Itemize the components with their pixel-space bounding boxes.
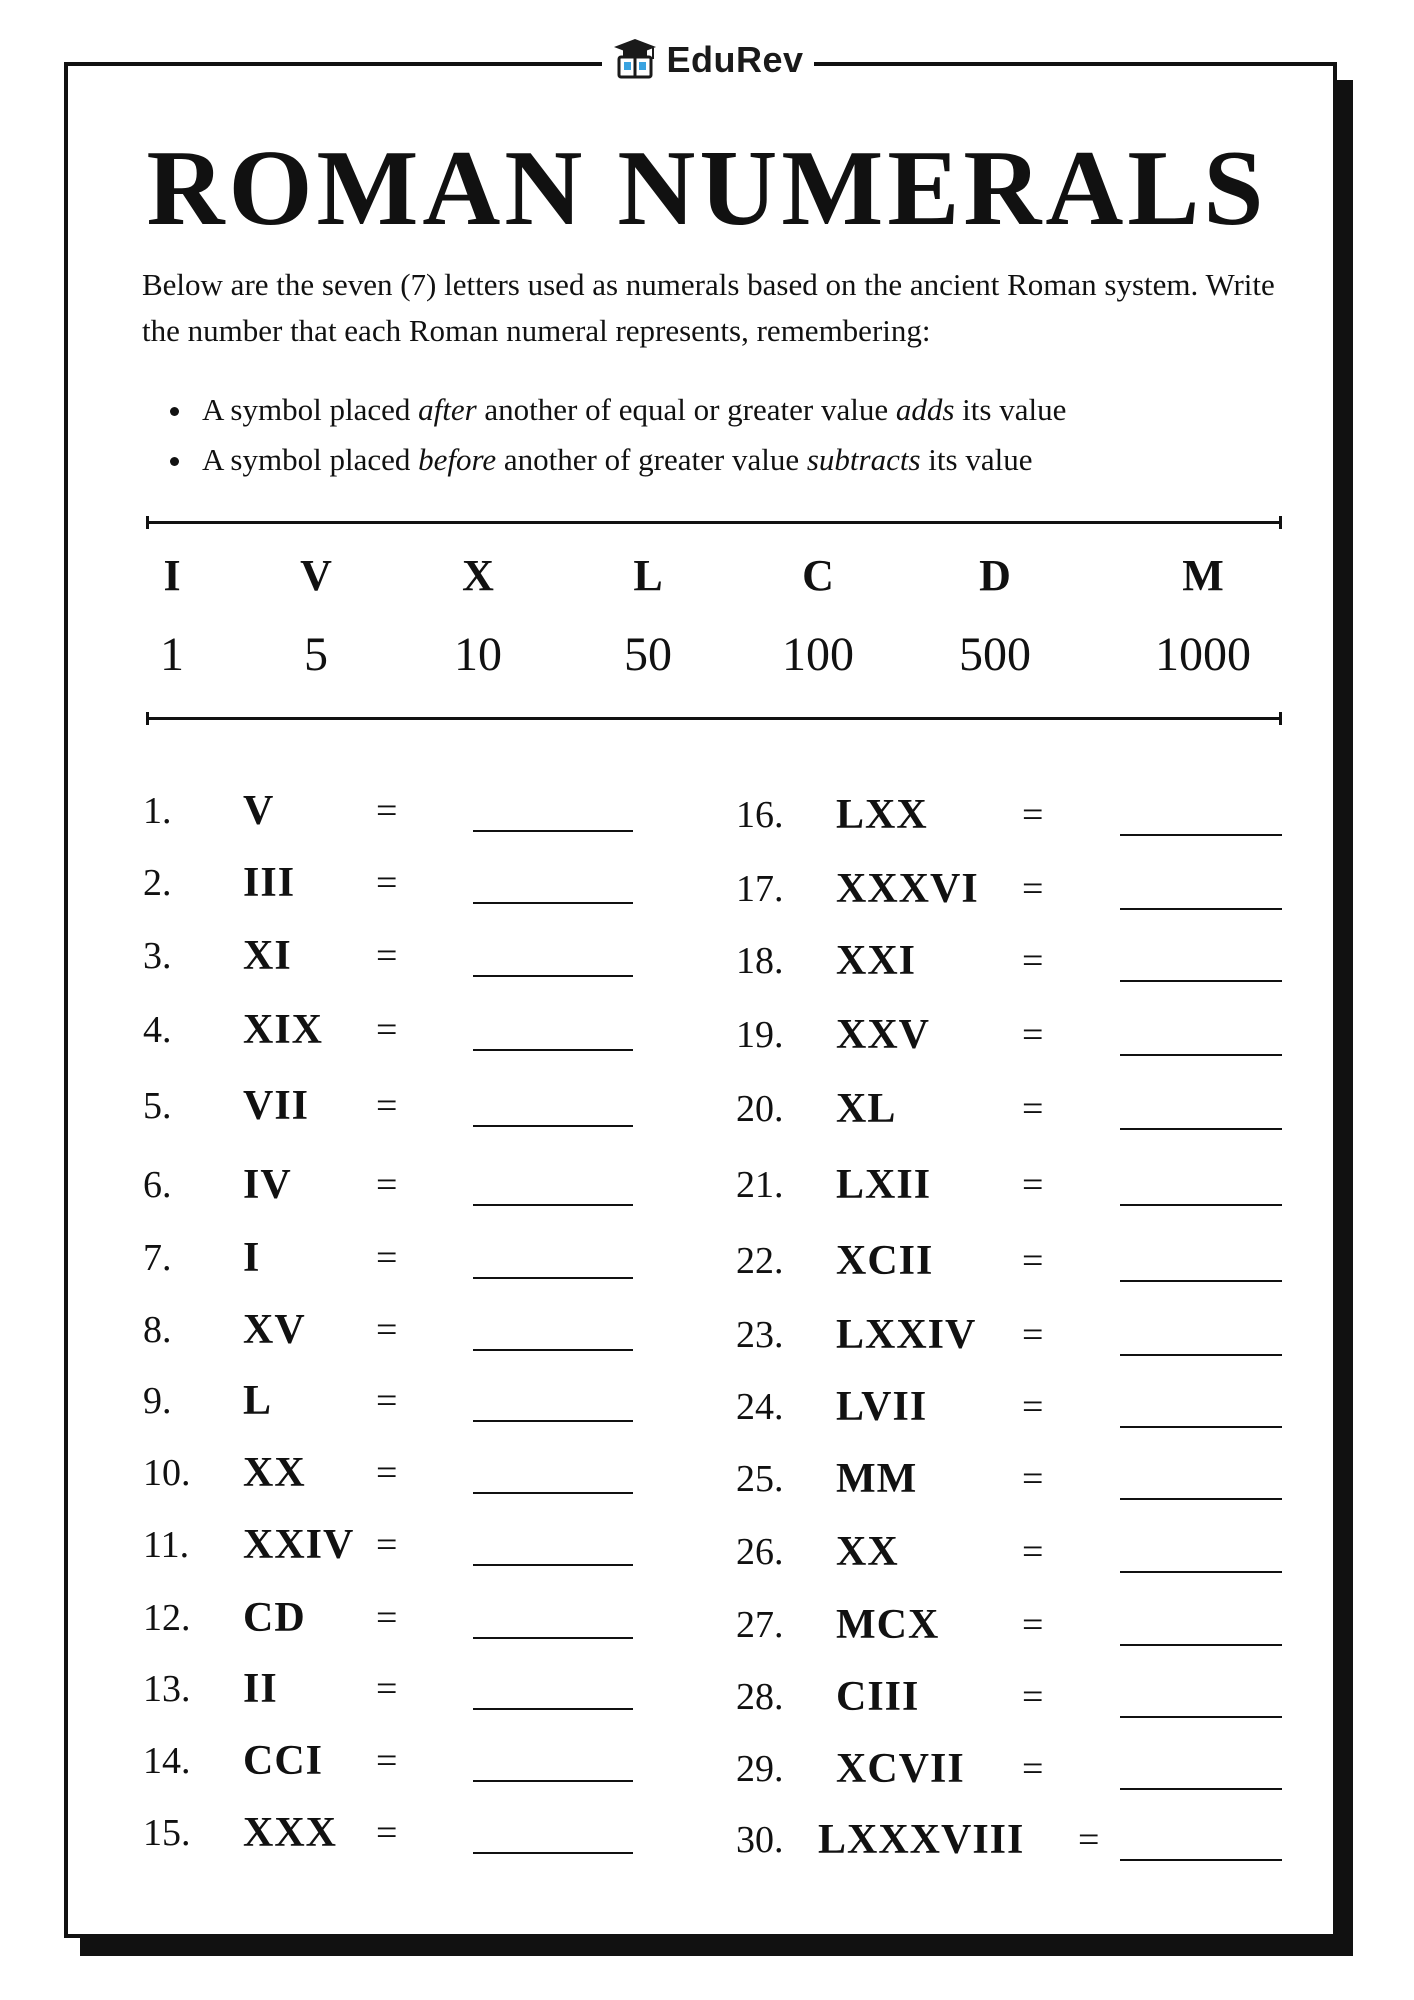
exercise-number: 13.	[143, 1668, 191, 1710]
answer-blank[interactable]	[473, 1637, 633, 1639]
answer-blank[interactable]	[1120, 1788, 1282, 1790]
exercise-number: 23.	[736, 1314, 784, 1356]
reference-symbol: D	[979, 551, 1011, 600]
equals-sign: =	[376, 935, 398, 977]
answer-blank[interactable]	[473, 1852, 633, 1854]
answer-blank[interactable]	[1120, 1498, 1282, 1500]
exercise-row	[143, 786, 743, 836]
exercise-number: 9.	[143, 1380, 172, 1422]
exercise-number: 17.	[736, 868, 784, 910]
exercise-row	[736, 1527, 1336, 1577]
reference-value: 100	[782, 628, 854, 681]
answer-blank[interactable]	[473, 1420, 633, 1422]
exercise-row	[143, 1736, 743, 1786]
exercise-roman-numeral: XXXVI	[836, 866, 979, 912]
exercise-row	[736, 1454, 1336, 1504]
equals-sign: =	[376, 1597, 398, 1639]
equals-sign: =	[1022, 1014, 1044, 1056]
answer-blank[interactable]	[1120, 1128, 1282, 1130]
exercise-number: 19.	[736, 1014, 784, 1056]
exercise-row	[736, 864, 1336, 914]
exercise-row	[736, 1382, 1336, 1432]
exercise-roman-numeral: XXI	[836, 938, 917, 984]
exercise-roman-numeral: LXXXVIII	[818, 1817, 1025, 1863]
answer-blank[interactable]	[1120, 1644, 1282, 1646]
brand-name: EduRev	[666, 39, 804, 80]
exercise-roman-numeral: XL	[836, 1086, 897, 1132]
answer-blank[interactable]	[1120, 1054, 1282, 1056]
equals-sign: =	[1022, 1088, 1044, 1130]
exercise-number: 15.	[143, 1812, 191, 1854]
exercise-number: 1.	[143, 790, 172, 832]
exercise-row	[736, 790, 1336, 840]
exercise-number: 21.	[736, 1164, 784, 1206]
exercise-row	[143, 1593, 743, 1643]
rule-item: A symbol placed after another of equal or greater value adds its value	[170, 385, 1066, 435]
answer-blank[interactable]	[1120, 1204, 1282, 1206]
exercise-row	[736, 1160, 1336, 1210]
reference-symbol: V	[300, 551, 332, 600]
answer-blank[interactable]	[473, 1049, 633, 1051]
exercise-number: 11.	[143, 1524, 190, 1566]
rules-list	[170, 385, 1066, 485]
equals-sign: =	[1078, 1819, 1100, 1861]
reference-value: 5	[304, 628, 328, 681]
reference-value: 1000	[1155, 628, 1251, 681]
exercise-number: 20.	[736, 1088, 784, 1130]
equals-sign: =	[376, 1380, 398, 1422]
exercise-number: 24.	[736, 1386, 784, 1428]
exercise-number: 22.	[736, 1240, 784, 1282]
exercise-row	[143, 1305, 743, 1355]
exercise-roman-numeral: XV	[243, 1307, 306, 1353]
exercise-roman-numeral: LXXIV	[836, 1312, 977, 1358]
instructions-text: Below are the seven (7) letters used as numerals based on the ancient Roman system. Write the number that each Roman numeral represents, remembering:	[142, 267, 1275, 348]
exercise-row	[736, 1310, 1336, 1360]
reference-symbol: X	[462, 551, 494, 600]
exercise-number: 27.	[736, 1604, 784, 1646]
exercise-row	[736, 1236, 1336, 1286]
equals-sign: =	[1022, 1676, 1044, 1718]
exercise-number: 8.	[143, 1309, 172, 1351]
exercise-roman-numeral: II	[243, 1666, 278, 1712]
answer-blank[interactable]	[1120, 1280, 1282, 1282]
exercise-number: 28.	[736, 1676, 784, 1718]
exercise-row	[143, 1448, 743, 1498]
answer-blank[interactable]	[473, 902, 633, 904]
exercise-roman-numeral: XIX	[243, 1007, 324, 1053]
answer-blank[interactable]	[1120, 1859, 1282, 1861]
answer-blank[interactable]	[1120, 1426, 1282, 1428]
rule-item: A symbol placed before another of greater value subtracts its value	[170, 435, 1066, 485]
exercise-row	[143, 1233, 743, 1283]
equals-sign: =	[1022, 1458, 1044, 1500]
answer-blank[interactable]	[1120, 1354, 1282, 1356]
exercise-roman-numeral: I	[243, 1235, 261, 1281]
exercise-roman-numeral: XXIV	[243, 1522, 355, 1568]
exercise-roman-numeral: L	[243, 1378, 273, 1424]
exercise-roman-numeral: MCX	[836, 1602, 940, 1648]
equals-sign: =	[1022, 1314, 1044, 1356]
divider-bottom	[146, 717, 1282, 720]
exercise-row	[736, 1600, 1336, 1650]
equals-sign: =	[1022, 1531, 1044, 1573]
equals-sign: =	[1022, 1164, 1044, 1206]
answer-blank[interactable]	[1120, 980, 1282, 982]
reference-symbol: M	[1182, 551, 1224, 600]
page-title: ROMAN NUMERALS	[146, 129, 1268, 248]
reference-symbol: L	[633, 551, 663, 600]
exercise-row	[736, 936, 1336, 986]
exercise-row	[143, 1081, 743, 1131]
equals-sign: =	[376, 1452, 398, 1494]
equals-sign: =	[1022, 940, 1044, 982]
exercise-row	[736, 1672, 1336, 1722]
brand-logo	[602, 24, 814, 96]
exercise-number: 30.	[736, 1819, 784, 1861]
equals-sign: =	[376, 1668, 398, 1710]
exercise-number: 7.	[143, 1237, 172, 1279]
exercise-row	[143, 858, 743, 908]
reference-value: 500	[959, 628, 1031, 681]
exercise-number: 14.	[143, 1740, 191, 1782]
equals-sign: =	[1022, 794, 1044, 836]
exercise-number: 26.	[736, 1531, 784, 1573]
answer-blank[interactable]	[473, 1125, 633, 1127]
exercise-row	[143, 1808, 743, 1858]
exercise-roman-numeral: XXV	[836, 1012, 930, 1058]
equals-sign: =	[376, 1164, 398, 1206]
exercise-number: 6.	[143, 1164, 172, 1206]
answer-blank[interactable]	[473, 1564, 633, 1566]
answer-blank[interactable]	[473, 1277, 633, 1279]
exercise-roman-numeral: IV	[243, 1162, 292, 1208]
exercise-roman-numeral: CIII	[836, 1674, 920, 1720]
answer-blank[interactable]	[473, 1492, 633, 1494]
exercise-row	[143, 1664, 743, 1714]
answer-blank[interactable]	[473, 1204, 633, 1206]
reference-value: 1	[160, 628, 184, 681]
reference-symbol: I	[163, 551, 181, 600]
exercise-roman-numeral: VII	[243, 1083, 310, 1129]
exercise-roman-numeral: XX	[243, 1450, 306, 1496]
exercise-roman-numeral: XCII	[836, 1238, 934, 1284]
equals-sign: =	[1022, 1240, 1044, 1282]
answer-blank[interactable]	[473, 830, 633, 832]
answer-blank[interactable]	[1120, 1716, 1282, 1718]
exercise-number: 18.	[736, 940, 784, 982]
reference-symbol: C	[802, 551, 834, 600]
exercise-number: 2.	[143, 862, 172, 904]
answer-blank[interactable]	[473, 1708, 633, 1710]
equals-sign: =	[376, 1237, 398, 1279]
reference-value: 50	[624, 628, 672, 681]
answer-blank[interactable]	[1120, 908, 1282, 910]
exercise-row	[736, 1744, 1336, 1794]
exercise-row	[143, 1005, 743, 1055]
exercise-roman-numeral: MM	[836, 1456, 918, 1502]
equals-sign: =	[376, 790, 398, 832]
equals-sign: =	[1022, 868, 1044, 910]
exercise-roman-numeral: CCI	[243, 1738, 324, 1784]
exercise-roman-numeral: CD	[243, 1595, 306, 1641]
exercise-roman-numeral: LVII	[836, 1384, 928, 1430]
exercise-number: 29.	[736, 1748, 784, 1790]
exercise-number: 12.	[143, 1597, 191, 1639]
answer-blank[interactable]	[1120, 1571, 1282, 1573]
divider-top	[146, 521, 1282, 524]
exercise-roman-numeral: III	[243, 860, 296, 906]
exercise-number: 5.	[143, 1085, 172, 1127]
equals-sign: =	[376, 1085, 398, 1127]
equals-sign: =	[1022, 1604, 1044, 1646]
equals-sign: =	[376, 1740, 398, 1782]
answer-blank[interactable]	[473, 975, 633, 977]
exercise-row	[143, 1520, 743, 1570]
equals-sign: =	[376, 1524, 398, 1566]
exercise-roman-numeral: LXX	[836, 792, 928, 838]
exercise-row	[143, 1160, 743, 1210]
equals-sign: =	[1022, 1748, 1044, 1790]
equals-sign: =	[376, 1309, 398, 1351]
exercise-roman-numeral: XCVII	[836, 1746, 965, 1792]
exercise-roman-numeral: XXX	[243, 1810, 337, 1856]
exercise-row	[143, 931, 743, 981]
exercise-roman-numeral: XI	[243, 933, 292, 979]
equals-sign: =	[376, 1812, 398, 1854]
exercise-number: 3.	[143, 935, 172, 977]
equals-sign: =	[1022, 1386, 1044, 1428]
graduation-cap-book-icon	[612, 35, 658, 86]
answer-blank[interactable]	[473, 1349, 633, 1351]
exercise-row	[736, 1084, 1336, 1134]
exercise-number: 4.	[143, 1009, 172, 1051]
equals-sign: =	[376, 862, 398, 904]
exercise-row	[736, 1010, 1336, 1060]
exercise-number: 25.	[736, 1458, 784, 1500]
exercise-roman-numeral: XX	[836, 1529, 899, 1575]
answer-blank[interactable]	[473, 1780, 633, 1782]
exercise-row	[143, 1376, 743, 1426]
exercise-roman-numeral: V	[243, 788, 275, 834]
exercise-row	[736, 1815, 1336, 1865]
equals-sign: =	[376, 1009, 398, 1051]
answer-blank[interactable]	[1120, 834, 1282, 836]
exercise-number: 16.	[736, 794, 784, 836]
exercise-roman-numeral: LXII	[836, 1162, 932, 1208]
exercise-number: 10.	[143, 1452, 191, 1494]
reference-value: 10	[454, 628, 502, 681]
